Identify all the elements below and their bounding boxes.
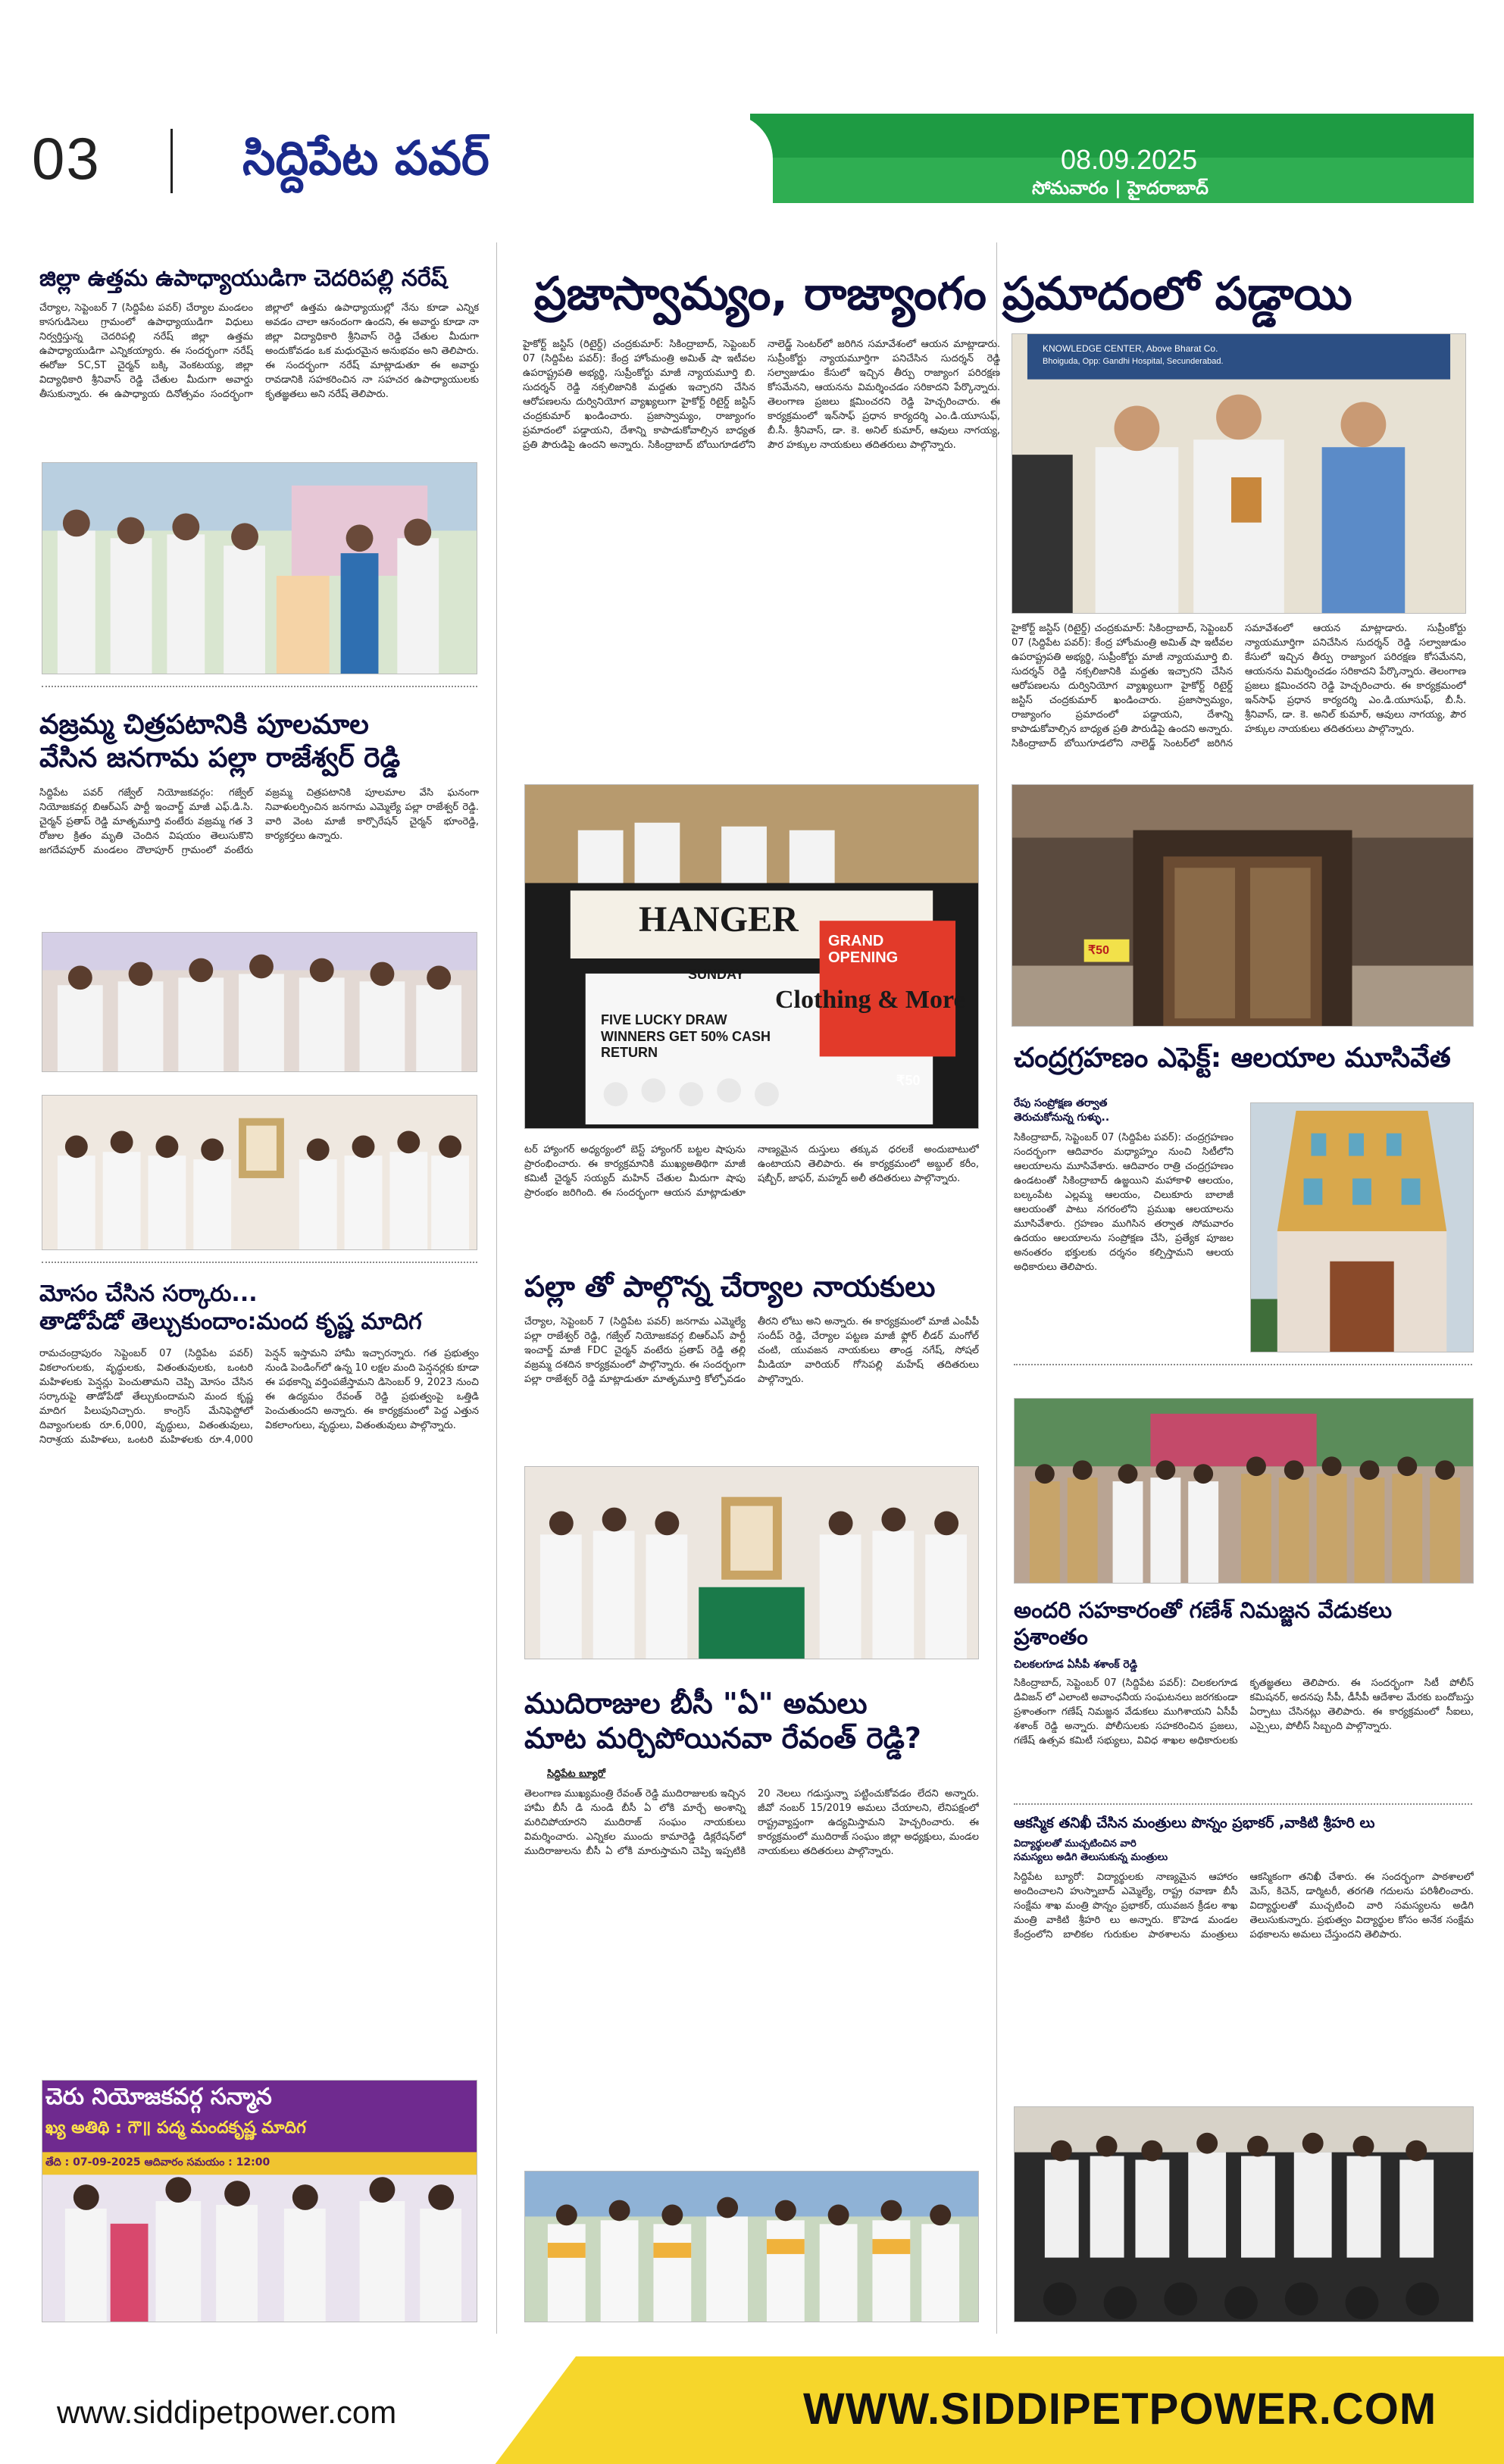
manda-banner-text-3: తేది : 07-09-2025 ఆదివారం సమయం : 12:00 xyxy=(45,2156,270,2169)
body-vajramma: సిద్దిపేట పవర్ గజ్వేల్ నియోజకవర్గం: గజ్వేల్ నియోజకవర్గ బిఆర్ఎస్ పార్టీ ఇంచార్జ్ మాజీ ఎఫ్.డి.సి. చైర్మన్ ప్రతాప్ రెడ్డి మాతృమూర్తి వంటేరు వజ్రమ్మ గత 3 రోజుల క్రితం మృతి చెందిన విషయం తెలుసుకొని జగదేవపూర్ మండలం దౌలాపూర్ గ్రామంలో వంటేరు వజ్రమ్మ చిత్రపటానికి పూలమాల వేసి ఘనంగా నివాళులర్పించిన జనగామ ఎమ్మెల్యే పల్లా రాజేశ్వర్ రెడ్డి. వారి వెంట మాజీ కార్పొరేషన్ చైర్మన్ భూంరెడ్డి, కార్యకర్తలు ఉన్నారు. xyxy=(39,786,479,856)
body-manda: రామచంద్రాపురం సెప్టెంబర్ 07 (సిద్దిపేట పవర్) వికలాంగులకు, వృద్ధులకు, వితంతువులకు, ఒంటరి మహిళలకు పెన్షన్లు పెంచుతామని చెప్పి మోసం చేసిన సర్కారుపై తాడోపేడో తేల్చుకుందామని మంద కృష్ణ మాదిగ పిలుపునిచ్చారు. కాంగ్రెస్ మేనిఫెస్టోలో దివ్యాంగులకు రూ.6,000, వృద్ధులు, వితంతువులు, నిరాశ్రయ మహిళలు, ఒంటరి మహిళలకు రూ.4,000 పెన్షన్ ఇస్తామని హామీ ఇచ్చారన్నారు. గత ప్రభుత్వం నుండి పెండింగ్‌లో ఉన్న 10 లక్షల మంది పెన్షనర్లకు కూడా ఈ పథకాన్ని వర్తింపజేస్తామని డిసెంబర్ 9, 2023 నుంచి ఈ ఉద్యమం రేవంత్ రెడ్డి ప్రభుత్వంపై ఒత్తిడి పెంచుతుందని అన్నారు. ఈ కార్యక్రమంలో పెద్ద ఎత్తున వికలాంగులు, వృద్ధులు, వితంతువులు పాల్గొన్నారు. xyxy=(39,1348,479,1446)
byline-mudiraj: సిద్దిపేట బ్యూరో xyxy=(547,1768,605,1780)
footer-website-left[interactable]: www.siddipetpower.com xyxy=(57,2394,397,2430)
photo-manda-event xyxy=(42,2080,477,2322)
photo-ponnam-inspection xyxy=(1014,2106,1474,2322)
manda-banner-text-2: ఖ్య అతిథి : గౌ॥ పద్మ మందకృష్ణ మాదిగ xyxy=(45,2118,306,2137)
photo-teacher-award xyxy=(42,462,477,674)
body-hanger: టర్ హ్యాంగర్ అధ్యర్యంలో బెస్ట్ హ్యాంగర్ బట్టల షాపును ప్రారంభించారు. ఈ కార్యక్రమానికి ముఖ్యఅతిథిగా మాజీ కమిటీ చైర్మన్ సయ్యద్ మహిన్ చేతుల మీదుగా షాపు ప్రారంభం జరిగింది. ఈ సందర్భంగా ఆయన మాట్లాడుతూ నాణ్యమైన దుస్తులు తక్కువ ధరలకే అందుబాటులో ఉంటాయని తెలిపారు. ఈ కార్యక్రమంలో అబ్దుల్ కరీం, షబ్బీర్, జాఫర్, మహ్మద్ అలీ తదితరులు పాల్గొన్నారు. xyxy=(524,1144,979,1199)
photo-vajramma-tribute-1 xyxy=(42,932,477,1072)
hanger-sign-price: ₹50 xyxy=(896,1073,921,1088)
hanger-sign-sunday: SUNDAY xyxy=(688,967,745,982)
article-eclipse xyxy=(1014,1042,1472,1086)
body-ganesh: సికింద్రాబాద్, సెప్టెంబర్ 07 (సిద్దిపేట పవర్): చిలకలగూడ డివిజన్ లో ఎలాంటి అవాంఛనీయ సంఘటనలు జరగకుండా ప్రశాంతంగా గణేష్ నిమజ్జన వేడుకలు ముగిశాయని ఏసీపీ శశాంక్ రెడ్డి అన్నారు. పోలీసులకు సహకరించిన ప్రజలు, గణేష్ ఉత్సవ కమిటీ సభ్యులు, వివిధ శాఖల అధికారులకు కృతజ్ఞతలు తెలిపారు. ఈ సందర్భంగా సిటీ పోలీస్ కమిషనర్, అదనపు సీపీ, డీసీపీ ఆదేశాల మేరకు బందోబస్తు ఏర్పాటు చేసినట్లు తెలిపారు. ఈ కార్యక్రమంలో సీఐలు, ఎస్సైలు, పోలీస్ సిబ్బంది పాల్గొన్నారు. xyxy=(1014,1677,1474,1746)
photo-democracy-meeting xyxy=(1012,333,1466,614)
article-democracy-continued xyxy=(1012,621,1466,761)
headline-manda-2: తాడోపేడో తెల్చుకుందాం:మంద కృష్ణ మాదిగ xyxy=(39,1308,422,1335)
page-number: 03 xyxy=(32,125,101,192)
kicker-ponnam-1: విద్యార్థులతో ముచ్చటించిన వారి xyxy=(1014,1838,1137,1850)
photo-ganesh-police xyxy=(1014,1398,1474,1584)
knowledge-center-sign-2: Bhoiguda, Opp: Gandhi Hospital, Secunderabad. xyxy=(1043,357,1224,366)
hanger-sign-grand: GRAND OPENING xyxy=(828,933,899,966)
headline-democracy: ప్రజాస్వామ్యం, రాజ్యాంగం ప్రమాదంలో పడ్డాయి xyxy=(534,267,1352,321)
separator-2 xyxy=(42,1262,477,1263)
headline-eclipse: చంద్రగ్రహణం ఎఫెక్ట్: ఆలయాల మూసివేత xyxy=(1014,1043,1451,1074)
photo-palla-tribute xyxy=(524,1466,979,1659)
headline-mudiraj-1: ముదిరాజుల బీసీ "ఏ" అమలు xyxy=(524,1687,868,1720)
article-teacher xyxy=(39,265,479,481)
kicker-ponnam-2: సమస్యలు అడిగి తెలుసుకున్న మంత్రులు xyxy=(1014,1852,1168,1864)
byline-ganesh: చిలకలగూడ ఏసీపీ శశాంక్ రెడ్డి xyxy=(1014,1658,1138,1671)
body-palla: చేర్యాల, సెప్టెంబర్ 7 (సిద్దిపేట పవర్) జనగామ ఎమ్మెల్యే పల్లా రాజేశ్వర్ రెడ్డి, గజ్వేల్ నియోజకవర్గ బిఆర్ఎస్ పార్టీ ఇంచార్జ్ మాజీ FDC చైర్మన్ వంటేరు ప్రతాప్ రెడ్డి తల్లి వజ్రమ్మ దశదిన కార్యక్రమంలో పాల్గొన్నారు. ఈ సందర్భంగా పల్లా రాజేశ్వర్ రెడ్డి మాట్లాడుతూ మాతృమూర్తి కోల్పోవడం తీరని లోటు అని అన్నారు. ఈ కార్యక్రమంలో మాజీ ఎంపీపీ సందీప్ రెడ్డి, చేర్యాల పట్టణ మాజీ ఫ్లోర్ లీడర్ మంగోల్ చంటి, యువజన నాయకులు తాండ్ర నగేష్, సోషల్ మీడియా వారియర్ గోసెపల్లి మహేష్ తదితరులు పాల్గొన్నారు. xyxy=(524,1316,979,1386)
separator-4 xyxy=(1014,1803,1472,1805)
kicker-eclipse-1: రేపు సంప్రోక్షణ తర్వాత xyxy=(1014,1097,1108,1109)
body-democracy: హైకోర్ట్ జస్టిస్ (రిటైర్డ్) చంద్రకుమార్: సికింద్రాబాద్, సెప్టెంబర్ 07 (సిద్దిపేట పవర్): కేంద్ర హోంమంత్రి అమిత్ షా ఇటీవల ఉపరాష్ట్రపతి అభ్యర్థి, సుప్రీంకోర్టు మాజీ న్యాయమూర్తి బి. సుదర్శన్ రెడ్డి నక్సలిజానికి మద్దతు ఇచ్చారని చేసిన ఆరోపణలను దుర్వినియోగ వ్యాఖ్యలుగా హైకోర్ట్ రిటైర్డ్ జస్టిస్ చంద్రకుమార్ ఖండించారు. ప్రజాస్వామ్యం, రాజ్యాంగం ప్రమాదంలో పడ్డాయని, దేశాన్ని కాపాడుకోవాల్సిన బాధ్యత ప్రతి పౌరుడిపై ఉందని అన్నారు. సికింద్రాబాద్ బోయిగూడలోని నాలెడ్జ్ సెంటర్‌లో జరిగిన సమావేశంలో ఆయన మాట్లాడారు. సుప్రీంకోర్టు న్యాయమూర్తిగా పనిచేసిన సుదర్శన్ రెడ్డి సల్వాజుడుం కేసులో ఇచ్చిన తీర్పు రాజ్యాంగ పరిరక్షణ కోసమేనని, ఆయనను విమర్శించడం సరికాదని పేర్కొన్నారు. తెలంగాణ ప్రజలు క్షమించరని రెడ్డి హెచ్చరించారు. ఈ కార్యక్రమంలో ఇన్‌సాఫ్ ప్రధాన కార్యదర్శి ఎం.డి.యూసుఫ్, బీ.సీ. శ్రీనివాస్, డా. కె. అనిల్ కుమార్, ఆవులు నాగయ్య, పౌర హక్కుల నాయకులు తదితరులు పాల్గొన్నారు. xyxy=(523,339,1000,451)
body-democracy-continued: హైకోర్ట్ జస్టిస్ (రిటైర్డ్) చంద్రకుమార్: సికింద్రాబాద్, సెప్టెంబర్ 07 (సిద్దిపేట పవర్): కేంద్ర హోంమంత్రి అమిత్ షా ఇటీవల ఉపరాష్ట్రపతి అభ్యర్థి, సుప్రీంకోర్టు మాజీ న్యాయమూర్తి బి. సుదర్శన్ రెడ్డి నక్సలిజానికి మద్దతు ఇచ్చారని చేసిన ఆరోపణలను దుర్వినియోగ వ్యాఖ్యలుగా హైకోర్ట్ రిటైర్డ్ జస్టిస్ చంద్రకుమార్ ఖండించారు. ప్రజాస్వామ్యం, రాజ్యాంగం ప్రమాదంలో పడ్డాయని, దేశాన్ని కాపాడుకోవాల్సిన బాధ్యత ప్రతి పౌరుడిపై ఉందని అన్నారు. సికింద్రాబాద్ బోయిగూడలోని నాలెడ్జ్ సెంటర్‌లో జరిగిన సమావేశంలో ఆయన మాట్లాడారు. సుప్రీంకోర్టు న్యాయమూర్తిగా పనిచేసిన సుదర్శన్ రెడ్డి సల్వాజుడుం కేసులో ఇచ్చిన తీర్పు రాజ్యాంగ పరిరక్షణ కోసమేనని, ఆయనను విమర్శించడం సరికాదని పేర్కొన్నారు. తెలంగాణ ప్రజలు క్షమించరని రెడ్డి హెచ్చరించారు. ఈ కార్యక్రమంలో ఇన్‌సాఫ్ ప్రధాన కార్యదర్శి ఎం.డి.యూసుఫ్, బీ.సీ. శ్రీనివాస్, డా. కె. అనిల్ కుమార్, ఆవులు నాగయ్య, పౌర హక్కుల నాయకులు తదితరులు పాల్గొన్నారు. xyxy=(1012,623,1466,749)
body-mudiraj: తెలంగాణ ముఖ్యమంత్రి రేవంత్ రెడ్డి ముదిరాజులకు ఇచ్చిన హామీ బీసీ డి నుండి బీసీ ఏ లోకి మార్చే అంశాన్ని మరిచిపోయారని ముదిరాజ్ సంఘం నాయకులు విమర్శించారు. ఎన్నికల ముందు కామారెడ్డి డిక్లరేషన్‌లో ముదిరాజులను బీసీ ఏ లోకి మారుస్తామని చెప్పి ఇప్పటికి 20 నెలలు గడుస్తున్నా పట్టించుకోవడం లేదని అన్నారు. జీవో నంబర్ 15/2019 అమలు చేయాలని, లేనిపక్షంలో రాష్ట్రవ్యాప్తంగా ఉద్యమిస్తామని హెచ్చరించారు. ఈ కార్యక్రమంలో ముదిరాజ్ సంఘం జిల్లా అధ్యక్షులు, మండల నాయకులు తదితరులు పాల్గొన్నారు. xyxy=(524,1787,979,1857)
manda-banner-text-1: చెరు నియోజకవర్గ సన్మాన xyxy=(45,2084,272,2110)
headline-ponnam: ఆకస్మిక తనిఖీ చేసిన మంత్రులు పొన్నం ప్రభాకర్ ,వాకిటి శ్రీహరి లు xyxy=(1014,1815,1375,1831)
hanger-sign-brand: HANGER xyxy=(639,899,799,940)
masthead xyxy=(0,114,1504,203)
footer-website-right[interactable]: WWW.SIDDIPETPOWER.COM xyxy=(803,2384,1437,2434)
body-teacher: చేర్యాల, సెప్టెంబర్ 7 (సిద్దిపేట పవర్) చేర్యాల మండలం కాసగుడిసెలు గ్రామంలో ఉపాధ్యాయుడిగా విధులు నిర్వర్తిస్తున్న చెదరిపల్లి నరేష్ జిల్లా ఉత్తమ ఉపాధ్యాయుడిగా ఎన్నికయ్యారు. ఈ సందర్భంగా నరేష్ ఈరోజు SC,ST చైర్మన్ బక్కి వెంకటయ్య, జిల్లా విద్యాధికారి శ్రీనివాస్ రెడ్డి చేతుల మీదుగా అవార్డు తీసుకున్నారు. ఈ ఉపాధ్యాయ దినోత్సవం సందర్భంగా జిల్లాలో ఉత్తమ ఉపాధ్యాయుల్లో నేను కూడా ఎన్నిక అవడం చాలా ఆనందంగా ఉందని, ఈ అవార్డు కూడా నా జిల్లా విద్యాధికారి శ్రీనివాస్ రెడ్డి చేతుల మీదుగా అందుకోవడం ఒక మధురమైన అనుభవం అని తెలిపారు. ఈ సందర్భంగా నరేష్ మాట్లాడుతూ ఈ అవార్డు రావడానికి సహకరించిన నా సహచర ఉపాధ్యాయులకు కృతజ్ఞతలు అని నరేష్ తెలిపారు. xyxy=(39,302,479,400)
article-ganesh xyxy=(1014,1597,1474,1820)
article-eclipse-body xyxy=(1014,1097,1234,1384)
hanger-sign-tagline: Clothing & More xyxy=(775,986,965,1014)
headline-manda-1: మోసం చేసిన సర్కారు... xyxy=(39,1280,258,1307)
body-eclipse: సికింద్రాబాద్, సెప్టెంబర్ 07 (సిద్దిపేట పవర్): చంద్రగ్రహణం సందర్భంగా ఆదివారం మధ్యాహ్నం నుంచి సిటీలోని ఆలయాలను మూసివేశారు. ఆదివారం రాత్రి చంద్రగ్రహణం ఉండటంతో సికింద్రాబాద్ ఉజ్జయిని మహాకాళి ఆలయం, బల్కంపేట ఎల్లమ్మ ఆలయం, చిలుకూరు బాలాజీ ఆలయంతో పాటు నగరంలోని ప్రముఖ ఆలయాలను మూసివేశారు. గ్రహణం ముగిసిన తర్వాత సోమవారం ఉదయం ఆలయాలను సంప్రోక్షణ చేసి, ప్రత్యేక పూజల అనంతరం భక్తులకు దర్శనం కల్పిస్తామని ఆలయ అధికారులు తెలిపారు. xyxy=(1014,1132,1234,1273)
brand-logo-text: సిద్దిపేట పవర్ xyxy=(242,130,489,186)
headline-ganesh: అందరి సహకారంతో గణేశ్ నిమజ్జన వేడుకలు ప్రశాంతం xyxy=(1014,1597,1393,1650)
photo-hanger-opening xyxy=(524,784,979,1129)
article-mudiraj xyxy=(524,1686,979,2093)
article-hanger xyxy=(524,1143,979,1222)
photo-vajramma-tribute-2 xyxy=(42,1095,477,1250)
article-ponnam xyxy=(1014,1815,1474,2063)
kicker-eclipse-2: తెరుచుకోనున్న గుళ్ళు.. xyxy=(1014,1112,1110,1124)
headline-vajramma-1: వజ్రమ్మ చిత్రపటానికి పూలమాల xyxy=(39,709,369,740)
headline-mudiraj-2: మాట మర్చిపోయినవా రేవంత్ రెడ్డి? xyxy=(524,1721,921,1756)
photo-temple-gopuram xyxy=(1250,1102,1474,1352)
body-ponnam: సిద్దిపేట బ్యూరో: విద్యార్థులకు నాణ్యమైన ఆహారం అందించాలని హుస్నాబాద్ ఎమ్మెల్యే, రాష్ట్ర రవాణా బీసీ సంక్షేమ శాఖ మంత్రి పొన్నం ప్రభాకర్, యువజన క్రీడల శాఖ మంత్రి వాకిటి శ్రీహరి లు అన్నారు. కొహెడ మండల కేంద్రంలోని బాలికల గురుకుల పాఠశాలను మంత్రులు ఆకస్మికంగా తనిఖీ చేశారు. ఈ సందర్భంగా పాఠశాలలో మెస్, కిచెన్, డార్మిటరీ, తరగతి గదులను పరిశీలించారు. విద్యార్థులతో ముచ్చటించి వారి సమస్యలను అడిగి తెలుసుకున్నారు. ప్రభుత్వం విద్యార్థుల కోసం అనేక సంక్షేమ పథకాలను అమలు చేస్తుందని తెలిపారు. xyxy=(1014,1871,1474,1941)
headline-palla: పల్లా తో పాల్గొన్న చేర్యాల నాయకులు xyxy=(524,1270,936,1303)
issue-date: 08.09.2025 xyxy=(1061,144,1198,175)
issue-day-place: సోమవారం | హైదరాబాద్ xyxy=(1032,177,1209,199)
separator-3 xyxy=(1014,1364,1472,1365)
article-democracy xyxy=(523,337,1000,761)
article-vajramma xyxy=(39,708,479,892)
masthead-divider xyxy=(170,129,173,193)
article-palla xyxy=(524,1269,979,1443)
article-manda xyxy=(39,1280,479,2074)
column-rule-1 xyxy=(496,242,497,2334)
photo-temple-closed xyxy=(1012,784,1474,1027)
knowledge-center-sign-1: KNOWLEDGE CENTER, Above Bharat Co. xyxy=(1043,343,1218,354)
hanger-sign-offer: FIVE LUCKY DRAW WINNERS GET 50% CASH RETURN xyxy=(601,1012,771,1061)
temple-sign-price: ₹50 xyxy=(1088,944,1109,957)
photo-mudiraj-protest xyxy=(524,2171,979,2322)
separator-1 xyxy=(42,686,477,687)
headline-teacher: జిల్లా ఉత్తమ ఉపాధ్యాయుడిగా చెదరిపల్లి నరేష్ xyxy=(39,265,448,292)
headline-vajramma-2: వేసిన జనగామ పల్లా రాజేశ్వర్ రెడ్డి xyxy=(39,742,401,774)
